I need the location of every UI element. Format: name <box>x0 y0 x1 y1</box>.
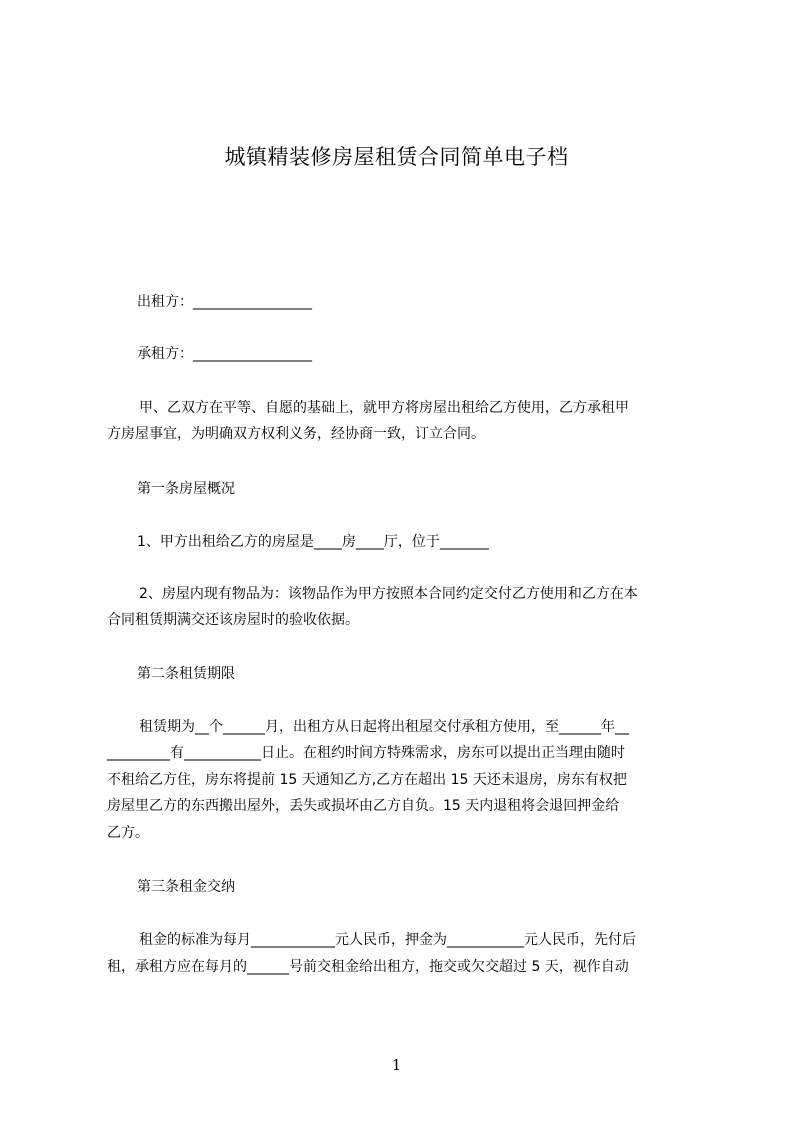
paragraph-line: 方房屋事宜，为明确双方权利义务，经协商一致，订立合同。 <box>107 426 485 442</box>
page-number: 1 <box>391 1056 402 1074</box>
paragraph-line: 不租给乙方住，房东将提前 15 天通知乙方,乙方在超出 15 天还未退房，房东有权把 <box>107 772 627 788</box>
paragraph-line: 甲、乙双方在平等、自愿的基础上，就甲方将房屋出租给乙方使用，乙方承租甲 <box>139 400 629 416</box>
paragraph-line: _________有___________日止。在租约时间方特殊需求，房东可以提出正当理由随时 <box>107 745 625 761</box>
paragraph-line: 租，承租方应在每月的______号前交租金给出租方，拖交或欠交超过 5 天，视作自动 <box>107 959 629 975</box>
paragraph-line: 合同租赁期满交还该房屋时的验收依据。 <box>107 612 359 628</box>
article-1-clause-1: 1、甲方出租给乙方的房屋是____房____厅，位于_______ <box>137 534 489 550</box>
paragraph-line: 房屋里乙方的东西搬出屋外，丢失或损坏由乙方自负。15 天内退租将会退回押金给 <box>107 798 620 814</box>
article-2-heading: 第二条租赁期限 <box>137 666 235 682</box>
article-3-heading: 第三条租金交纳 <box>137 879 235 895</box>
document-title: 城镇精装修房屋租赁合同简单电子档 <box>224 145 569 169</box>
paragraph-line: 2、房屋内现有物品为：该物品作为甲方按照本合同约定交付乙方使用和乙方在本 <box>139 586 638 602</box>
lessor-line: 出租方：_________________ <box>137 294 312 310</box>
lessee-line: 承租方：_________________ <box>137 346 312 362</box>
paragraph-line: 乙方。 <box>107 825 149 841</box>
paragraph-line: 租金的标准为每月____________元人民币，押金为___________元人民币，先付后 <box>139 932 636 948</box>
paragraph-line: 租赁期为__个______月，出租方从日起将出租屋交付承租方使用，至______年__ <box>139 719 629 735</box>
article-1-heading: 第一条房屋概况 <box>137 481 235 497</box>
